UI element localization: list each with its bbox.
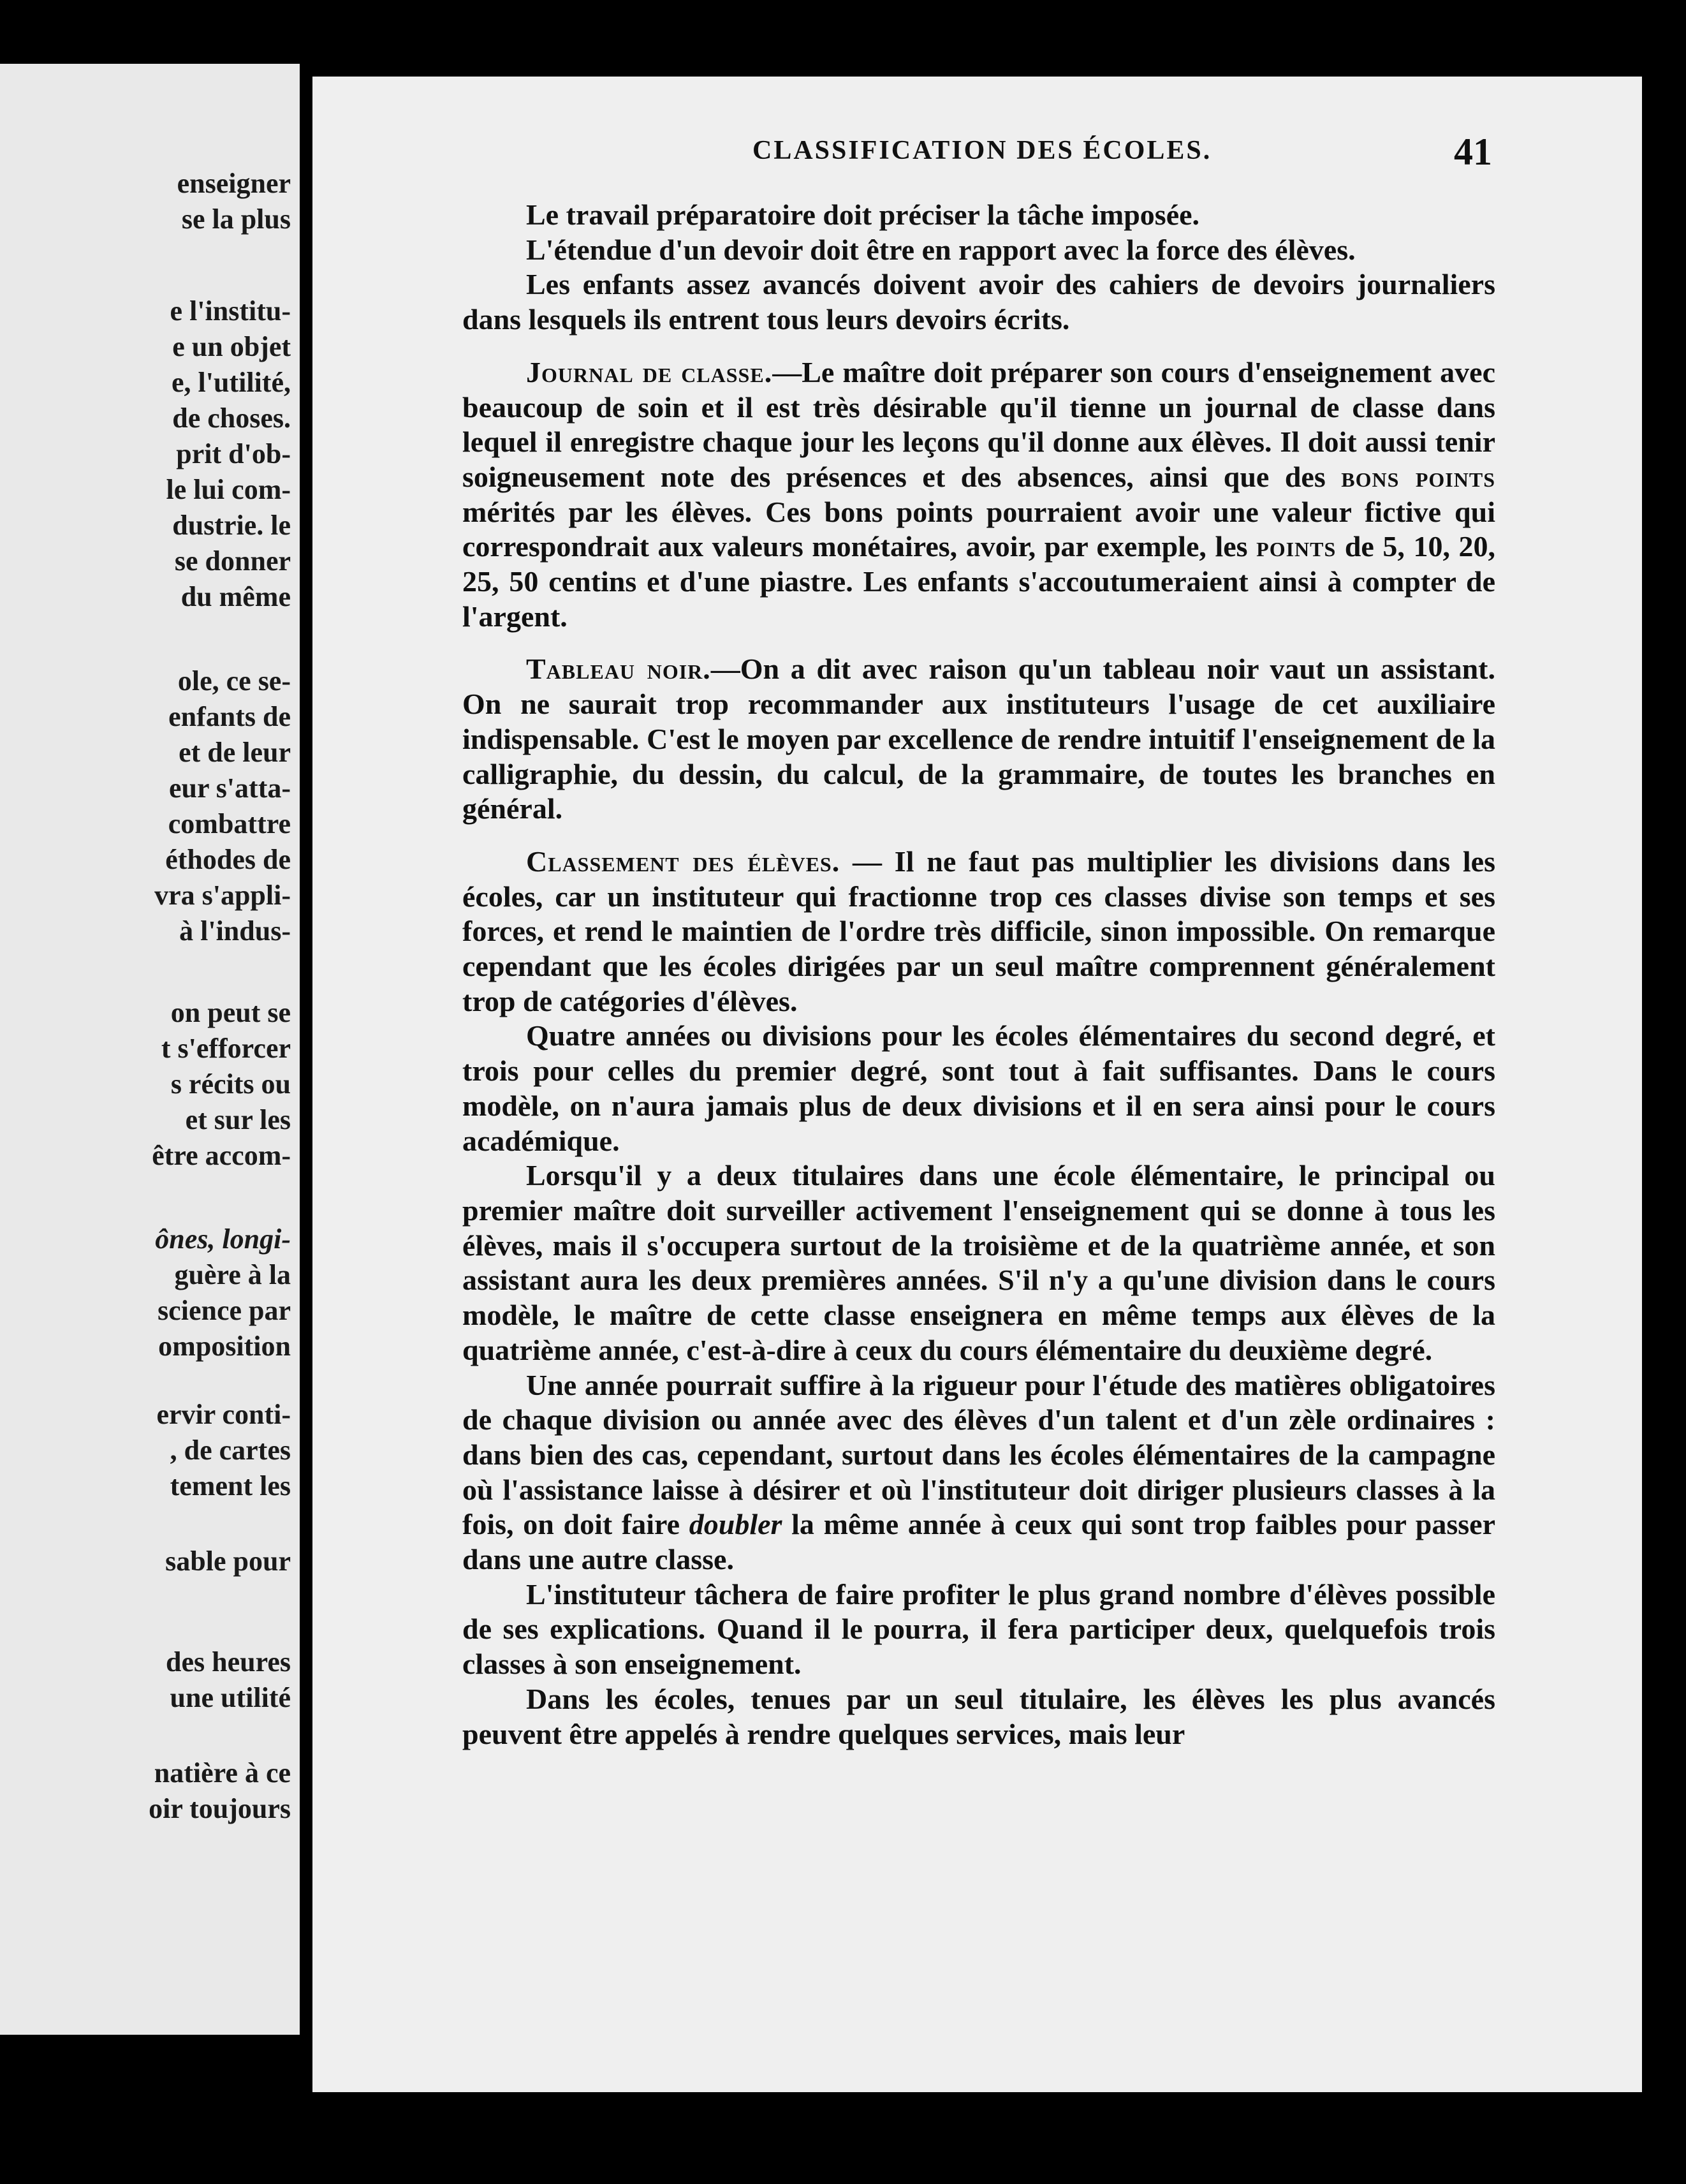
paragraph: Dans les écoles, tenues par un seul titulaire, les élèves les plus avancés peuvent être appelés à rendre quelques services, mais leur xyxy=(462,1682,1495,1750)
left-page-line: omposition xyxy=(158,1331,291,1362)
left-page-line: on peut se xyxy=(170,997,291,1028)
section-heading: Classement des élèves. xyxy=(526,845,840,878)
left-page-line: et sur les xyxy=(185,1104,291,1135)
page-header xyxy=(312,131,1642,173)
left-page-line: une utilité xyxy=(170,1682,291,1713)
left-page-line: guère à la xyxy=(174,1259,291,1290)
left-page-line: sable pour xyxy=(165,1546,291,1577)
left-page-line: oir toujours xyxy=(149,1793,291,1824)
paragraph-journal-de-classe: Journal de classe.—Le maître doit préparer son cours d'enseignement avec beaucoup de soin et il est très désirable qu'il tienne un journal de classe dans lequel il enregistre chaque jour les leçons qu'il donne aux élèves. Il doit aussi tenir soigneusement note des présences et des absences, ainsi que des bons points mérités par les élèves. Ces bons points pourraient avoir une valeur fictive qui correspondrait aux valeurs monétaires, avoir, par exemple, les points de 5, 10, 20, 25, 50 centins et d'une piastre. Les enfants s'accoutumeraient ainsi à compter de l'argent. xyxy=(462,355,1496,633)
section-heading: Tableau noir. xyxy=(526,653,711,686)
left-page-line: de choses. xyxy=(172,402,291,434)
right-page xyxy=(312,77,1642,2092)
left-page-line: e un objet xyxy=(172,331,291,362)
paragraph: Une année pourrait suffire à la rigueur pour l'étude des matières obligatoires de chaque division ou année avec des élèves d'un talent et d'un zèle ordinaires : dans bien des cas, cependant, surtout dans les écoles élémentaires de la campagne où l'assistance laisse à désirer et où l'instituteur doit diriger plusieurs classes à la fois, on doit faire doubler la même année à ceux qui sont trop faibles pour passer dans une autre classe. xyxy=(462,1368,1495,1576)
left-page-fragment xyxy=(0,64,300,2035)
left-page-line: e l'institu- xyxy=(170,295,291,327)
body-text xyxy=(462,198,1495,1752)
left-page-line: à l'indus- xyxy=(179,915,291,947)
paragraph-tableau-noir: Tableau noir.—On a dit avec raison qu'un tableau noir vaut un assistant. On ne saurait trop recommander aux instituteurs l'usage de cet auxiliaire indispensable. C'est le moyen par excellence de rendre intuitif l'enseignement de la calligraphie, du dessin, du calcul, de la grammaire, de toutes les branches en général. xyxy=(462,653,1496,825)
left-page-line: , de cartes xyxy=(170,1435,291,1466)
left-page-line: des heures xyxy=(166,1646,291,1678)
left-page-line: enfants de xyxy=(168,701,291,732)
left-page-line: du même xyxy=(180,581,291,612)
paragraph: Lorsqu'il y a deux titulaires dans une école élémentaire, le principal ou premier maître doit surveiller activement l'enseignement qui se donne à tous les élèves, mais il s'occupera surtout de la troisième et de la quatrième année, et son assistant aura les deux premières années. S'il n'y a qu'une division dans le cours modèle, le maître de cette classe enseignera en même temps aux élèves de la quatrième année, c'est-à-dire à ceux du cours élémentaire du deuxième degré. xyxy=(462,1159,1495,1366)
left-page-line: être accom- xyxy=(152,1140,291,1171)
left-page-line: le lui com- xyxy=(166,474,291,505)
left-page-line: tement les xyxy=(170,1470,291,1502)
paragraph: L'instituteur tâchera de faire profiter le plus grand nombre d'élèves possible de ses explications. Quand il le pourra, il fera participer deux, quelquefois trois classes à son enseignement. xyxy=(462,1577,1495,1681)
left-page-line: s récits ou xyxy=(170,1068,291,1100)
left-page-line: ônes, longi- xyxy=(155,1223,291,1255)
paragraph-classement: Classement des élèves. — Il ne faut pas multiplier les divisions dans les écoles, car un instituteur qui fractionne trop ces classes divise son temps et ses forces, et rend le maintien de l'ordre très difficile, sinon impossible. On remarque cependant que les écoles dirigées par un seul maître comprennent généralement trop de catégories d'élèves. xyxy=(462,845,1495,1017)
paragraph: Le travail préparatoire doit préciser la tâche imposée. xyxy=(526,198,1200,231)
section-heading: Journal de classe. xyxy=(526,355,773,388)
left-page-line: et de leur xyxy=(179,737,291,768)
left-page-line: t s'efforcer xyxy=(161,1033,291,1064)
left-page-line: vra s'appli- xyxy=(154,880,291,911)
left-page-line: e, l'utilité, xyxy=(172,367,291,398)
paragraph: Les enfants assez avancés doivent avoir des cahiers de devoirs journaliers dans lesquels ils entrent tous leurs devoirs écrits. xyxy=(462,268,1495,336)
left-page-line: dustrie. le xyxy=(172,510,291,541)
left-page-line: ervir conti- xyxy=(156,1399,291,1430)
left-page-line: se donner xyxy=(174,545,291,577)
left-page-line: se la plus xyxy=(181,203,291,235)
page-number: 41 xyxy=(1454,131,1492,173)
left-page-line: ole, ce se- xyxy=(177,665,291,697)
paragraph: Quatre années ou divisions pour les écoles élémentaires du second degré, et trois pour celles du premier degré, sont tout à fait suffisantes. Dans le cours modèle, on n'aura jamais plus de deux divisions et il en sera ainsi pour le cours académique. xyxy=(462,1019,1495,1157)
left-page-line: enseigner xyxy=(177,168,291,199)
left-page-line: science par xyxy=(158,1295,291,1326)
paragraph: L'étendue d'un devoir doit être en rapport avec la force des élèves. xyxy=(526,233,1356,266)
left-page-line: éthodes de xyxy=(165,844,291,875)
left-page-line: combattre xyxy=(168,808,291,839)
running-title: CLASSIFICATION DES ÉCOLES. xyxy=(752,136,1212,165)
left-page-line: prit d'ob- xyxy=(176,438,291,469)
left-page-line: natière à ce xyxy=(154,1757,291,1789)
left-page-line: eur s'atta- xyxy=(168,772,291,804)
